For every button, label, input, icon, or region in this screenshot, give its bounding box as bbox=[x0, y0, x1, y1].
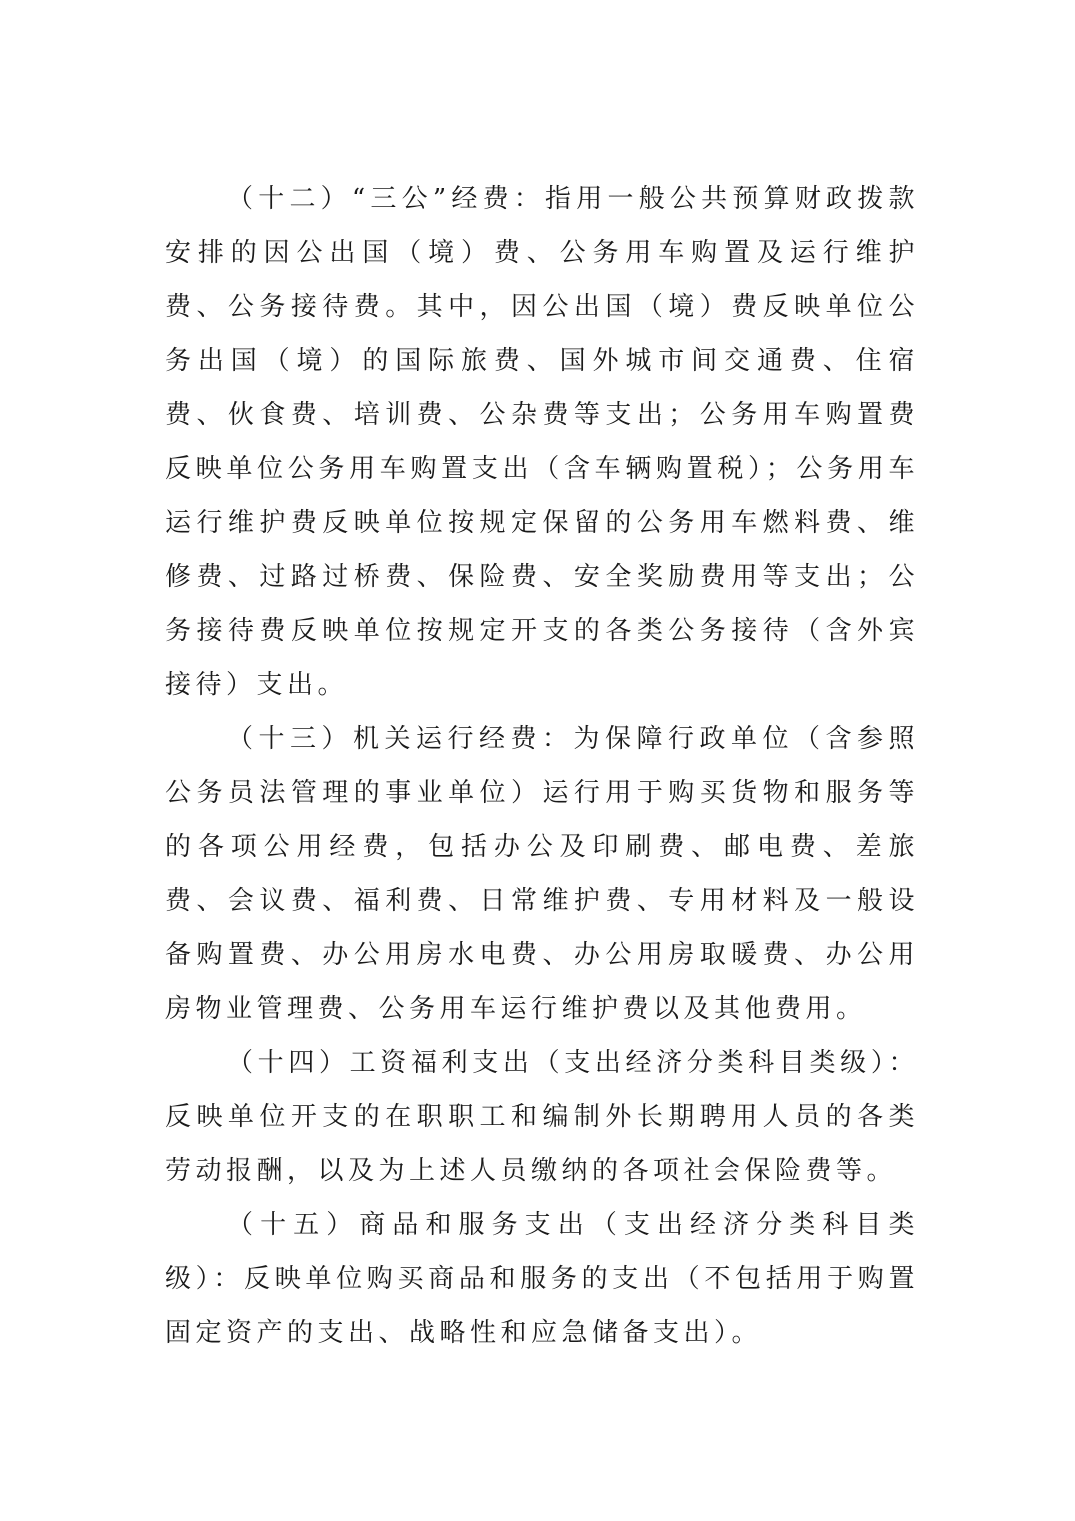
paragraph-agency-operating-expenses: （十三）机关运行经费：为保障行政单位（含参照公务员法管理的事业单位）运行用于购买货物和服务等的各项公用经费，包括办公及印刷费、邮电费、差旅费、会议费、福利费、日常维护费、专用材料及一般设备购置费、办公用房水电费、办公用房取暖费、办公用房物业管理费、公务用车运行维护费以及其他费用。 bbox=[165, 724, 919, 1024]
document-body bbox=[165, 172, 919, 1360]
paragraph-goods-services-expenditure: （十五）商品和服务支出（支出经济分类科目类级）：反映单位购买商品和服务的支出（不包括用于购置固定资产的支出、战略性和应急储备支出）。 bbox=[165, 1210, 919, 1348]
paragraph-wage-welfare-expenditure: （十四）工资福利支出（支出经济分类科目类级）：反映单位开支的在职职工和编制外长期聘用人员的各类劳动报酬，以及为上述人员缴纳的各项社会保险费等。 bbox=[165, 1048, 919, 1186]
paragraph-san-gong-expenses: （十二）“三公”经费：指用一般公共预算财政拨款安排的因公出国（境）费、公务用车购置及运行维护费、公务接待费。其中，因公出国（境）费反映单位公务出国（境）的国际旅费、国外城市间交通费、住宿费、伙食费、培训费、公杂费等支出；公务用车购置费反映单位公务用车购置支出（含车辆购置税）；公务用车运行维护费反映单位按规定保留的公务用车燃料费、维修费、过路过桥费、保险费、安全奖励费用等支出；公务接待费反映单位按规定开支的各类公务接待（含外宾接待）支出。 bbox=[165, 184, 919, 700]
